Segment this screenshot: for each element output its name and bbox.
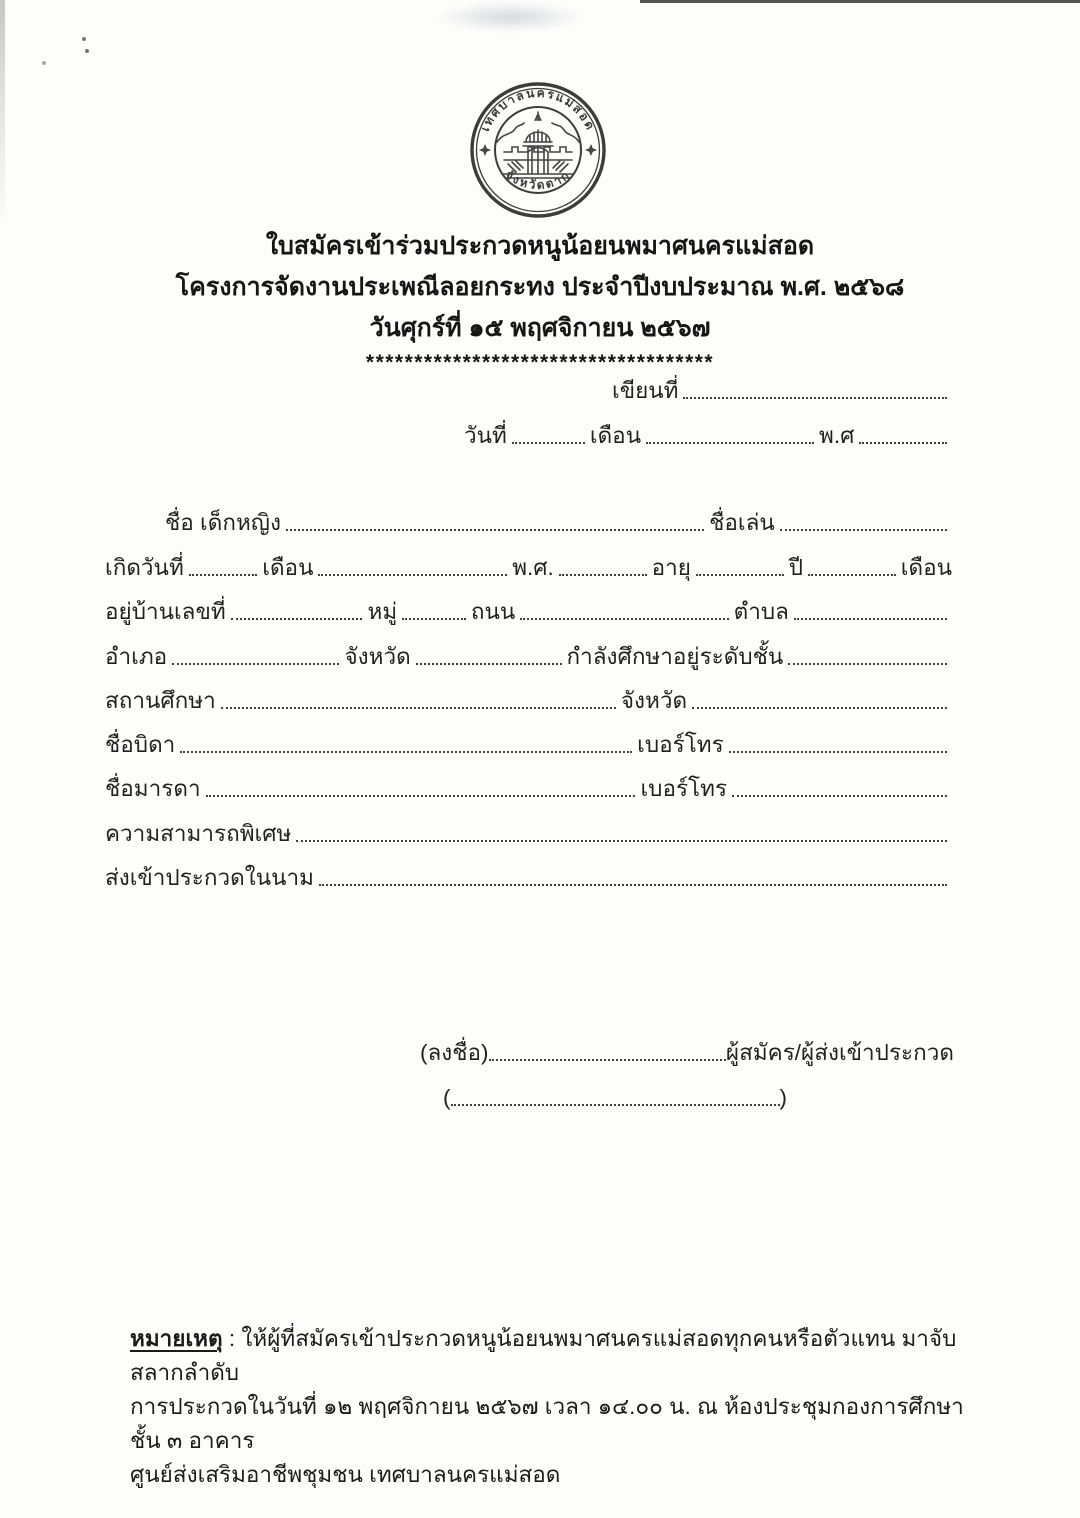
note-line-1 — [130, 1322, 970, 1390]
project-title: โครงการจัดงานประเพณีลอยกระทง ประจำปีงบประมาณ พ.ศ. ๒๕๖๘ — [175, 273, 905, 301]
subdistrict-label: ตำบล — [733, 599, 789, 624]
sign-label: (ลงชื่อ) — [420, 1040, 489, 1065]
special-talent-field[interactable] — [296, 840, 947, 842]
year-field[interactable] — [859, 442, 947, 444]
school-label: สถานศึกษา — [105, 688, 216, 713]
mother-name-label: ชื่อมารดา — [105, 776, 201, 801]
road-label: ถนน — [470, 599, 516, 624]
talent-row — [105, 819, 952, 849]
scan-smudge — [435, 2, 585, 32]
mother-phone-field[interactable] — [732, 795, 947, 797]
seal-bottom-textpath: จังหวัดตาก — [502, 167, 574, 193]
house-no-label: อยู่บ้านเลขที่ — [105, 599, 226, 624]
scan-edge-strip — [0, 0, 5, 230]
age-years-field[interactable] — [696, 574, 784, 576]
school-field[interactable] — [221, 707, 616, 709]
subdistrict-field[interactable] — [794, 618, 947, 620]
signature-row — [420, 1038, 954, 1068]
nickname-label: ชื่อเล่น — [709, 510, 775, 535]
entrant-row — [105, 863, 952, 893]
province-label: จังหวัด — [344, 644, 411, 669]
seal-top-textpath: เทศบาลนครแม่สอด — [477, 85, 599, 134]
birth-date-label: เกิดวันที่ — [105, 555, 184, 580]
age-label: อายุ — [651, 555, 691, 580]
date-label: วันที่ — [464, 423, 507, 448]
province-field[interactable] — [416, 663, 562, 665]
birthdate-row — [105, 553, 952, 583]
signer-name-field[interactable] — [451, 1104, 780, 1106]
written-at-field[interactable] — [683, 397, 947, 399]
seal-ornament-left — [479, 144, 491, 156]
note-text-1: ให้ผู้ที่สมัครเข้าประกวดหนูน้อยนพมาศนครแม่สอดทุกคนหรือตัวแทน มาจับสลากลำดับ — [130, 1326, 957, 1385]
school-province-field[interactable] — [692, 707, 947, 709]
talent-label: ความสามารถพิเศษ — [105, 821, 292, 846]
entrant-name-field[interactable] — [319, 884, 947, 886]
age-months-label: เดือน — [900, 555, 952, 580]
school-province-label: จังหวัด — [620, 688, 688, 713]
scan-speck — [42, 61, 46, 65]
father-name-label: ชื่อบิดา — [105, 732, 176, 757]
father-row — [105, 730, 952, 760]
father-name-field[interactable] — [180, 751, 632, 753]
seal-ornament-right — [585, 144, 597, 156]
nickname-field[interactable] — [780, 529, 947, 531]
age-years-label: ปี — [788, 555, 804, 580]
road-field[interactable] — [520, 618, 728, 620]
seal-graphic — [468, 80, 608, 220]
note-line-2: การประกวดในวันที่ ๑๒ พฤศจิกายน ๒๕๖๗ เวลา ๑๔.๐๐ น. ณ ห้องประชุมกองการศึกษา ชั้น ๓ อาคาร — [130, 1394, 964, 1453]
district-row — [105, 642, 952, 672]
scan-edge-line — [640, 0, 1080, 3]
municipality-seal — [468, 80, 608, 220]
seal-top-text — [478, 86, 598, 134]
mother-phone-label: เบอร์โทร — [640, 776, 728, 801]
open-paren: ( — [443, 1085, 451, 1110]
house-number-field[interactable] — [231, 618, 363, 620]
birth-month-field[interactable] — [318, 574, 507, 576]
child-name-label: ชื่อ เด็กหญิง — [165, 510, 281, 535]
scan-speck — [82, 37, 86, 41]
child-name-field[interactable] — [286, 529, 704, 531]
note-label: หมายเหตุ — [130, 1326, 223, 1351]
event-date: วันศุกร์ที่ ๑๕ พฤศจิกายน ๒๕๖๗ — [369, 314, 711, 342]
district-field[interactable] — [172, 663, 339, 665]
birth-month-label: เดือน — [262, 555, 314, 580]
signer-name-row — [443, 1083, 787, 1113]
father-phone-label: เบอร์โทร — [637, 732, 724, 757]
age-months-field[interactable] — [808, 574, 896, 576]
signature-field[interactable] — [489, 1059, 726, 1061]
day-field[interactable] — [512, 442, 585, 444]
moo-label: หมู่ — [367, 599, 398, 624]
grade-label: กำลังศึกษาอยู่ระดับชั้น — [566, 644, 784, 669]
month-field[interactable] — [646, 442, 814, 444]
birth-era-label: พ.ศ. — [512, 555, 554, 580]
note-section — [130, 1322, 970, 1492]
close-paren: ) — [779, 1085, 787, 1110]
written-at-row — [612, 376, 952, 406]
school-row — [105, 686, 952, 716]
scan-speck — [85, 49, 89, 53]
birth-day-field[interactable] — [189, 574, 257, 576]
seal-emblem — [497, 112, 579, 178]
moo-field[interactable] — [402, 618, 466, 620]
name-row — [165, 508, 952, 538]
month-label: เดือน — [589, 423, 642, 448]
address-row — [105, 597, 952, 627]
entrant-label: ส่งเข้าประกวดในนาม — [105, 865, 314, 890]
era-label: พ.ศ — [819, 423, 855, 448]
note-colon: : — [228, 1326, 236, 1351]
grade-level-field[interactable] — [788, 663, 947, 665]
document-header — [0, 226, 1080, 377]
district-label: อำเภอ — [105, 644, 168, 669]
date-row — [464, 421, 952, 451]
note-line-3: ศูนย์ส่งเสริมอาชีพชุมชน เทศบาลนครแม่สอด — [130, 1462, 561, 1487]
mother-name-field[interactable] — [206, 795, 636, 797]
asterisk-separator: ************************************ — [365, 351, 715, 374]
form-title: ใบสมัครเข้าร่วมประกวดหนูน้อยนพมาศนครแม่สอด — [265, 232, 815, 260]
written-at-label: เขียนที่ — [612, 378, 679, 403]
birth-year-field[interactable] — [559, 574, 647, 576]
signer-role-label: ผู้สมัคร/ผู้ส่งเข้าประกวด — [725, 1040, 954, 1065]
father-phone-field[interactable] — [729, 751, 947, 753]
mother-row — [105, 774, 952, 804]
